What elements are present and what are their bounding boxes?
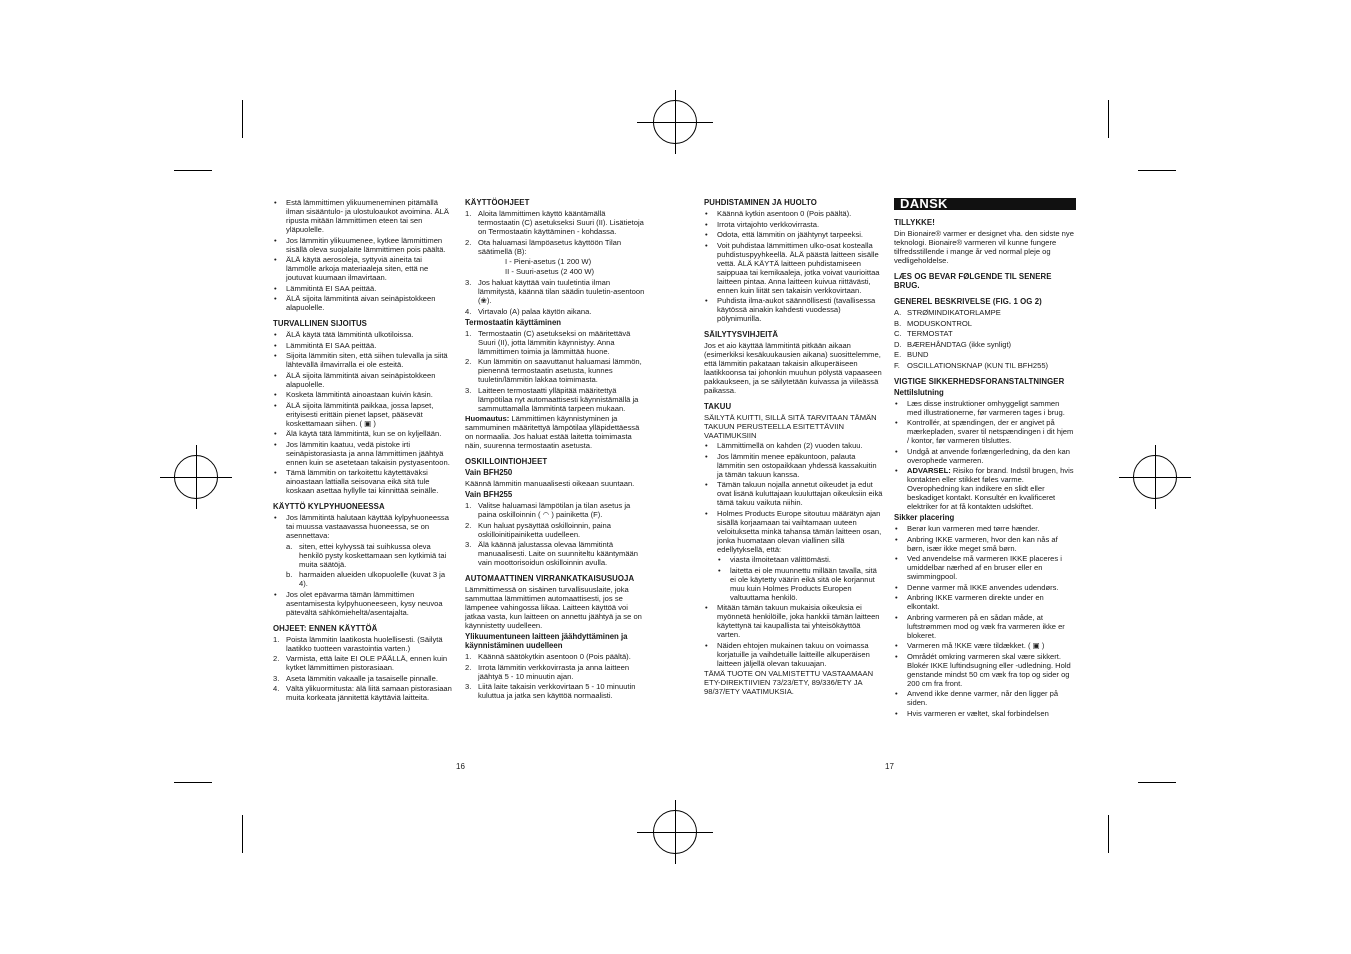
list-item: • Tämän takuun nojalla annetut oikeudet ja edut ovat lisänä kuluttajaan kuuluttajan oikeuksiin eikä tämä takuu vaikuta niihin. [704, 480, 884, 507]
list-item: • Lämmitintä EI SAA peittää. [273, 341, 453, 350]
warranty-sub-bullets [704, 555, 884, 602]
crop-mark [1138, 170, 1176, 171]
list-item: • Jos lämmitin kaatuu, vedä pistoke irti seinäpistorasiasta ja anna lämmittimen jäähtyä ennen kuin se asetetaan takaisin pystyasentoon. [273, 440, 453, 467]
list-item: • Anbring IKKE varmeren direkte under en elkontakt. [894, 593, 1076, 611]
list-item: • ÄLÄ sijoita lämmitintä aivan seinäpistokkeen alapuolelle. [273, 371, 453, 389]
list-item: • Denne varmer må IKKE anvendes udendørs. [894, 583, 1076, 592]
warranty-end: TÄMÄ TUOTE ON VALMISTETTU VASTAAMAAN ETY-DIREKTIIVIEN 73/23/ETY, 89/336/ETY JA 98/37/ETY VAATIMUKSIA. [704, 669, 874, 696]
list-item: 4. Virtavalo (A) palaa käytön aikana. [465, 306, 592, 316]
warranty-intro: SÄILYTÄ KUITTI, SILLÄ SITÄ TARVITAAN TÄMÄN TAKUUN PERUSTEELLA ESITETTÄVIIN VAATIMUKSIIN [704, 413, 877, 440]
crop-mark [1108, 100, 1109, 138]
subheading: Vain BFH255 [465, 490, 513, 499]
auto-text: Lämmittimessä on sisäinen turvallisuuslaite, joka sammuttaa lämmittimen automaattisesti, jos se lämpenee vahingossa liikaa. Laitteen käyttöä voi jatkaa vasta, kun laitteen on annettu jäähtyä ja se on käynnistetty uudelleen. [465, 585, 642, 630]
warranty-bullets [704, 441, 884, 554]
column-4 [894, 198, 1076, 719]
section-heading: GENEREL BESKRIVELSE (FIG. 1 OG 2) [894, 297, 1042, 306]
list-item: • Käännä kytkin asentoon 0 (Pois päältä). [704, 209, 884, 218]
list-item: • Varmeren må !KKE være tildækket. ( ▣ ) [894, 641, 1076, 650]
list-item: • Læs disse instruktioner omhyggeligt sammen med illustrationerne, før varmeren tages i brug. [894, 399, 1076, 417]
list-item: • Kosketa lämmitintä ainoastaan kuivin käsin. [273, 390, 453, 399]
list-item: 3. Älä käännä jalustassa olevaa lämmitintä manuaalisesti. Laite on suunniteltu kääntymään vain moottorisoidun oskilloinnin avulla. [465, 540, 638, 567]
safe-bullets [273, 330, 453, 495]
list-item: • ÄLÄ sijoita lämmitintä paikkaa, jossa lapset, erityisesti erittäin pienet lapset, pääsevät koskettamaan siihen. ( ▣ ) [273, 401, 453, 428]
crop-mark [1108, 815, 1109, 853]
intro-bullets [273, 198, 453, 312]
subheading: Nettilslutning [894, 387, 944, 397]
list-item: • Jos lämmitin ylikuumenee, kytkee lämmittimen sisällä oleva suojalaite lämmittimen pois päältä. [273, 236, 453, 254]
subheading: Termostaatin käyttäminen [465, 317, 562, 327]
list-item: a. siten, ettei kylvyssä tai suihkussa oleva henkilö pysty koskettamaan sen kytkimiä tai muita säätöjä. [286, 541, 447, 569]
setting-low: I - Pieni-asetus (1 200 W) [505, 257, 592, 266]
list-item: • Anbring IKKE varmeren, hvor den kan nås af børn, især ikke meget små børn. [894, 535, 1076, 553]
section-heading: PUHDISTAMINEN JA HUOLTO [704, 198, 817, 207]
bath-bullets [273, 513, 453, 540]
list-item: 3. Aseta lämmitin vakaalle ja tasaiselle pinnalle. [273, 673, 438, 683]
list-item: • viasta ilmoitetaan välittömästi. [717, 555, 884, 564]
section-heading: OSKILLOINTIOHJEET [465, 457, 548, 466]
power-bullets [894, 399, 1076, 512]
section-heading: TAKUU [704, 402, 732, 411]
thermo-steps [465, 329, 645, 413]
bath-bullets-2 [273, 590, 453, 617]
crop-mark [242, 100, 243, 138]
section-heading: OHJEET: ENNEN KÄYTTÖÄ [273, 623, 378, 633]
list-item: • Holmes Products Europe sitoutuu määrätyn ajan sisällä korjaamaan tai vaihtamaan uuteen veloituksetta minkä tahansa tämän laitteen osan, jonka huomataan olevan viallinen sillä edellytyksellä, että: [704, 509, 884, 554]
list-item: 2. Varmista, että laite EI OLE PÄÄLLÄ, ennen kuin kytket lämmittimen pistorasiaan. [273, 654, 448, 672]
section-heading: LÆS OG BEVAR FØLGENDE TIL SENERE BRUG. [894, 272, 1052, 290]
list-item: 2. Ota haluamasi lämpöasetus käyttöön Tilan säätimellä (B): [465, 237, 622, 256]
list-item: 1. Aloita lämmittimen käyttö kääntämällä termostaatin (C) asetukseksi Suuri (II). Lisätietoja on Termostaatin käyttäminen - kohdassa. [465, 209, 644, 236]
list-item: • Ved anvendelse må varmeren IKKE placeres i umiddelbar nærhed af en bruser eller en swimmingpool. [894, 554, 1076, 581]
crop-mark [242, 815, 243, 853]
list-item: • Hvis varmeren er væltet, skal forbindelsen [894, 709, 1076, 718]
congrats-text: Din Bionaire® varmer er designet vha. den sidste nye teknologi. Bionaire® varmeren vil kunne fungere tilfredsstillende i mange år ved normal pleje og vedligeholdelse. [894, 229, 1074, 265]
list-item: B. MODUSKONTROL [894, 318, 972, 328]
list-item: • Lämmitintä EI SAA peittää. [273, 284, 453, 293]
crop-mark [174, 782, 212, 783]
list-item: • ÄLÄ sijoita lämmitintä aivan seinäpistokkeen alapuolelle. [273, 294, 453, 312]
list-item: • Områdét omkring varmeren skal være sikkert. Blokér IKKE luftindsugning eller -udledning. Hold genstande mindst 50 cm væk fra top og sider og 200 cm fra front. [894, 652, 1076, 688]
list-item: E. BUND [894, 350, 929, 359]
section-heading: SÄILYTYSVIHJEITÄ [704, 330, 779, 339]
list-item: 1. Käännä säätökytkin asentoon 0 (Pois päältä). [465, 652, 631, 661]
osc-steps [465, 501, 645, 567]
bath-sublist [273, 542, 453, 589]
list-item: F. OSCILLATIONSKNAP (KUN TIL BFH255) [894, 360, 1049, 370]
subheading: Vain BFH250 [465, 468, 513, 477]
setting-high: II - Suuri-asetus (2 400 W) [505, 267, 595, 276]
list-item: • Estä lämmittimen ylikuumeneminen pitämällä ilman sisääntulo- ja ulostuloaukot avoimina. ÄLÄ ripusta mitään lämmittimen eteen tai sen yläpuolelle. [273, 198, 453, 234]
crop-mark [174, 170, 212, 171]
registration-line [160, 477, 232, 478]
subheading: Sikker placering [894, 513, 955, 522]
list-item: • Sijoita lämmitin siten, että siihen tulevalla ja siitä lähtevällä ilmavirralla ei ole esteitä. [273, 351, 453, 369]
list-item: 4. Vältä ylikuormitusta: älä liitä samaan pistorasiaan muita korkeata jännitettä käyttäviä laitteita. [273, 684, 452, 702]
storage-text: Jos et aio käyttää lämmitintä pitkään aikaan (esimerkiksi kesäkuukausien aikana) suosittelemme, että lämmitin pakataan takaisin alkuperäiseen laatikkoonsa tai johonkin muuhun pölystä vapaaseen pakkaukseen, ja se säilytetään kuivassa ja viileässä paikassa. [704, 341, 882, 395]
section-heading: KÄYTTÖOHJEET [465, 198, 530, 207]
list-item: • laitetta ei ole muunnettu millään tavalla, sitä ei ole käytetty väärin eikä sitä ole korjannut muu kuin Holmes Products Europen valtuuttama henkilö. [717, 566, 884, 602]
use-steps-2 [465, 278, 645, 316]
list-item: 1. Valitse haluamasi lämpötilan ja tilan asetus ja paina oskilloinnin ( ◠ ) painiketta (F). [465, 501, 631, 519]
page-number-left: 16 [456, 762, 465, 771]
list-item: • Mitään tämän takuun mukaisia oikeuksia ei myönnetä henkilöille, joka hankkii tämän laitteen käytettynä tai kaupallista tai yhteisökäyttöä varten. [704, 603, 884, 639]
list-item: 2. Kun haluat pysäyttää oskilloinnin, paina oskilloinitipainiketta uudelleen. [465, 520, 611, 539]
list-item: 2. Kun lämmitin on saavuttanut haluamasi lämmön, pienennä termostaatin asetusta, kunnes tuuletin/lämmitin lakkaa toimimasta. [465, 357, 642, 384]
section-heading: TURVALLINEN SIJOITUS [273, 319, 367, 328]
page-number-right: 17 [885, 762, 894, 771]
list-item: • ÄLÄ käytä tätä lämmitintä ulkotiloissa. [273, 330, 453, 339]
place-bullets [894, 524, 1076, 718]
subheading: Ylikuumentuneen laitteen jäähdyttäminen ja käynnistäminen uudelleen [465, 632, 628, 650]
osc-250-text: Käännä lämmitin manuaalisesti oikeaan suuntaan. [465, 479, 635, 488]
registration-line [637, 122, 713, 123]
section-heading: VIGTIGE SIKKERHEDSFORANSTALTNINGER [894, 376, 1065, 386]
registration-line [637, 832, 713, 833]
column-1 [273, 198, 453, 704]
list-item: C. TERMOSTAT [894, 329, 953, 338]
parts-list [894, 308, 1076, 370]
list-item: • Undgå at anvende forlængerledning, da den kan overophede varmeren. [894, 447, 1076, 465]
list-item: • Lämmittimellä on kahden (2) vuoden takuu. [704, 441, 884, 450]
list-item: • Jos lämmitin menee epäkuntoon, palauta lämmitin sen ostopaikkaan yhdessä kassakuitin ja tämän takuun kanssa. [704, 452, 884, 479]
list-item: • Anvend ikke denne varmer, når den ligger på siden. [894, 689, 1076, 707]
list-item: • Tämä lämmitin on tarkoitettu käytettäväksi ainoastaan lattialla seisovana eikä sitä tule koskaan asettaa hyllylle tai kiinnittää seinälle. [273, 468, 453, 495]
list-item: • ÄLÄ käytä aerosoleja, syttyviä aineita tai lämmölle arkoja materiaaleja siten, että ne joutuvat kuumaan ilmavirtaan. [273, 255, 453, 282]
list-item: • Voit puhdistaa lämmittimen ulko-osat kostealla puhdistuspyyhkeellä. ÄLÄ päästä laitteen sisälle vettä. ÄLÄ KÄYTÄ laitteen puhdistamiseen saippuaa tai kemikaaleja, jotka voivat vaurioittaa laitteen pintaa. Anna laitteen kuivua riittävästi, ennen kuin liität sen takaisin verkkovirtaan. [704, 241, 884, 295]
note-paragraph: Huomautus: Lämmittimen käynnistyminen ja sammuminen määritettyä lämpötilaa ylläpidettäessä on normaalia. Jos haluat estää laitetta toimimasta näin, suurenna termostaatin asetusta. [465, 414, 640, 450]
list-item: • Puhdista ilma-aukot säännöllisesti (tavallisessa käytössä ainakin kahdesti vuodessa) pölynimurilla. [704, 296, 884, 323]
list-item: • Näiden ehtojen mukainen takuu on voimassa korjatuille ja vaihdetuille laitteille alkuperäisen laitteen jäljellä olevan takuuajan. [704, 641, 884, 668]
crop-mark [1138, 782, 1176, 783]
list-item: • Älä käytä tätä lämmitintä, kun se on kyljellään. [273, 429, 453, 438]
section-heading: AUTOMAATTINEN VIRRANKATKAISUSUOJA [465, 574, 635, 583]
list-item: • Irrota virtajohto verkkovirrasta. [704, 220, 884, 229]
use-steps [465, 209, 645, 256]
list-item: 1. Termostaatin (C) asetukseksi on määritettävä Suuri (II), jotta lämmitin käynnistyy. Anna lämmittimen toimia ja lämmittää huone. [465, 328, 631, 356]
list-item: • Jos lämmitintä halutaan käyttää kylpyhuoneessa tai muussa vastaavassa huoneessa, se on asennettava: [273, 513, 453, 540]
clean-bullets [704, 209, 884, 323]
list-item: 3. Jos haluat käyttää vain tuuletintia ilman lämmitystä, käännä tilan säädin tuuletin-asentoon (❀). [465, 278, 645, 305]
list-item: 3. Liitä laite takaisin verkkovirtaan 5 - 10 minuutin kuluttua ja jatka sen käyttöä normaalisti. [465, 682, 636, 700]
list-item: • Anbring varmeren på en sådan måde, at luftstrømmen mod og væk fra varmeren ikke er blokeret. [894, 613, 1076, 640]
language-banner: DANSK [894, 198, 1076, 210]
list-item: • Jos olet epävarma tämän lämmittimen asentamisesta kylpyhuoneeseen, kysy neuvoa pätevältä sähkömieheltä/asentajalta. [273, 590, 453, 617]
list-item: • ADVARSEL: Risiko for brand. Indstil brugen, hvis kontakten eller stikket føles varme. Overophedning kan indikere en slidt eller beskadiget kontakt. Konsultér en kvalificeret elektriker for at få kontakten udskiftet. [894, 466, 1076, 511]
section-heading: KÄYTTÖ KYLPYHUONEESSA [273, 502, 385, 511]
overheat-steps [465, 652, 645, 700]
list-item: • Odota, että lämmitin on jäähtynyt tarpeeksi. [704, 230, 884, 239]
list-item: 3. Laitteen termostaatti ylläpitää määritettyä lämpötilaa nyt automaattisesti käynnistämällä ja sammuttamalla lämmitintä tarpeen mukaan. [465, 385, 639, 413]
list-item: 1. Poista lämmitin laatikosta huolellisesti. (Säilytä laatikko tuotteen varastointia varten.) [273, 634, 443, 653]
list-item: • Berør kun varmeren med tørre hænder. [894, 524, 1076, 533]
column-2 [465, 198, 645, 702]
list-item: D. BÆREHÅNDTAG (ikke synligt) [894, 339, 1012, 349]
section-heading: TILLYKKE! [894, 218, 935, 227]
list-item: • Kontrollér, at spændingen, der er angivet på mærkepladen, svarer til netspændingen i dit hjem / kontor, før varmeren tilsluttes. [894, 418, 1076, 445]
before-steps [273, 635, 453, 703]
warranty-bullets-2 [704, 603, 884, 668]
column-3 [704, 198, 884, 697]
registration-line [1119, 477, 1191, 478]
list-item: b. harmaiden alueiden ulkopuolelle (kuvat 3 ja 4). [286, 570, 446, 588]
list-item: A. STRØMINDIKATORLAMPE [894, 308, 1001, 317]
list-item: 2. Irrota lämmitin verkkovirrasta ja anna laitteen jäähtyä 5 - 10 minuutin ajan. [465, 662, 630, 681]
